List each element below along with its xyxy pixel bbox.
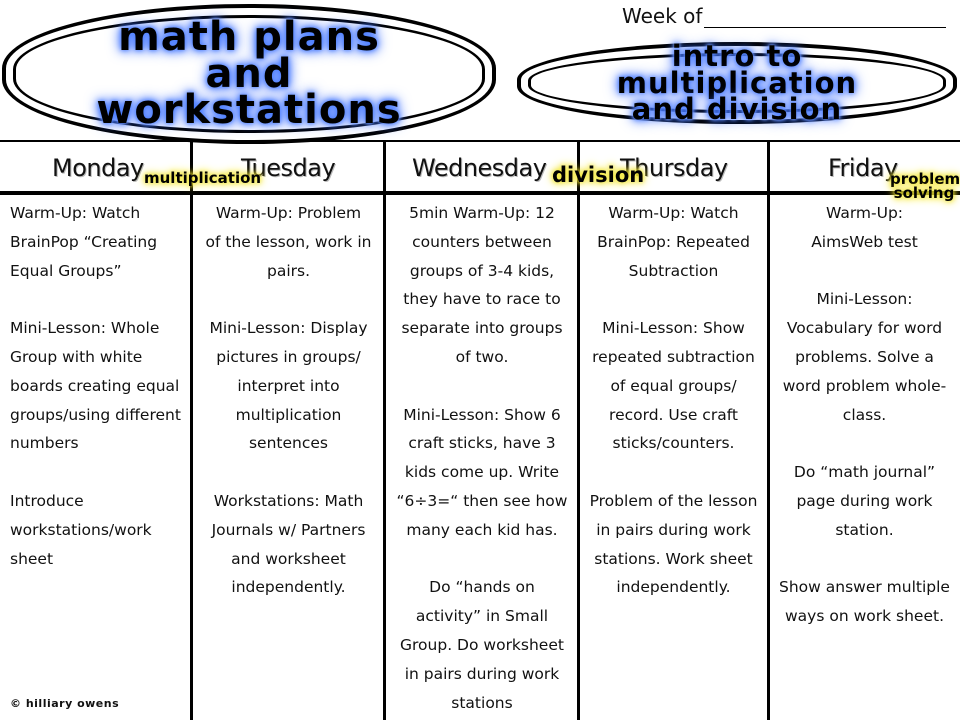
page-title-text: math plans and workstations xyxy=(96,13,402,134)
week-of-field xyxy=(622,4,946,28)
tuesday-workstations: Workstations: Math Journals w/ Partners and worksheet independently. xyxy=(211,491,366,597)
plan-cell-friday xyxy=(772,199,957,631)
column-divider xyxy=(190,142,193,720)
unit-title xyxy=(557,39,917,127)
column-divider xyxy=(767,142,770,720)
copyright-credit: © hilliary owens xyxy=(10,697,120,710)
tuesday-mini-lesson: Mini-Lesson: Display pictures in groups/ interpret into multiplication sentences xyxy=(209,319,368,453)
day-header-friday: Friday xyxy=(828,154,898,182)
wednesday-mini-lesson: Mini-Lesson: Show 6 craft sticks, have 3 kids come up. Write “6÷3=“ then see how many each kid has. xyxy=(396,405,568,539)
week-of-label: Week of xyxy=(622,4,703,28)
plan-cell-thursday xyxy=(582,199,765,602)
monday-workstations: Introduce workstations/work sheet xyxy=(10,491,152,568)
column-divider xyxy=(383,142,386,720)
tag-division: division xyxy=(552,163,645,187)
monday-warm-up: Warm-Up: Watch BrainPop “Creating Equal Groups” xyxy=(10,204,158,280)
day-header-wednesday: Wednesday xyxy=(412,154,547,182)
plan-cell-wednesday xyxy=(389,199,575,717)
title-banner xyxy=(2,4,496,144)
friday-mini-lesson: Mini-Lesson: Vocabulary for word problems. Solve a word problem whole- class. xyxy=(782,290,947,424)
tuesday-warm-up: Warm-Up: Problem of the lesson, work in pairs. xyxy=(205,204,372,280)
thursday-workstations: Problem of the lesson in pairs during work stations. Work sheet independently. xyxy=(589,491,758,597)
friday-show-answer: Show answer multiple ways on work sheet. xyxy=(779,578,950,626)
monday-mini-lesson: Mini-Lesson: Whole Group with white boards creating equal groups/using different numbers xyxy=(10,319,181,453)
tag-multiplication: multiplication xyxy=(144,169,262,187)
friday-math-journal: Do “math journal” page during work station. xyxy=(793,463,936,539)
day-header-thursday: Thursday xyxy=(620,154,728,182)
page-title xyxy=(79,13,419,134)
unit-banner xyxy=(517,39,957,127)
wednesday-warm-up: 5min Warm-Up: 12 counters between groups of 3-4 kids, they have to race to separate into groups of two. xyxy=(401,204,563,366)
unit-title-text: intro to multiplication and division xyxy=(616,39,858,127)
column-divider xyxy=(577,142,580,720)
day-header-tuesday: Tuesday xyxy=(241,154,336,182)
header-divider xyxy=(0,191,960,195)
week-of-blank-line xyxy=(704,6,946,28)
friday-warm-up: Warm-Up: AimsWeb test xyxy=(811,204,918,251)
plan-cell-monday xyxy=(10,199,188,573)
tag-problem-solving: problem solving xyxy=(890,170,960,202)
plan-cell-tuesday xyxy=(196,199,381,602)
weekly-plan-table xyxy=(0,140,960,720)
thursday-warm-up: Warm-Up: Watch BrainPop: Repeated Subtraction xyxy=(597,204,750,280)
day-header-monday: Monday xyxy=(52,154,144,182)
thursday-mini-lesson: Mini-Lesson: Show repeated subtraction of equal groups/ record. Use craft sticks/counters. xyxy=(592,319,755,453)
wednesday-small-group: Do “hands on activity” in Small Group. Do worksheet in pairs during work stations xyxy=(400,578,564,712)
